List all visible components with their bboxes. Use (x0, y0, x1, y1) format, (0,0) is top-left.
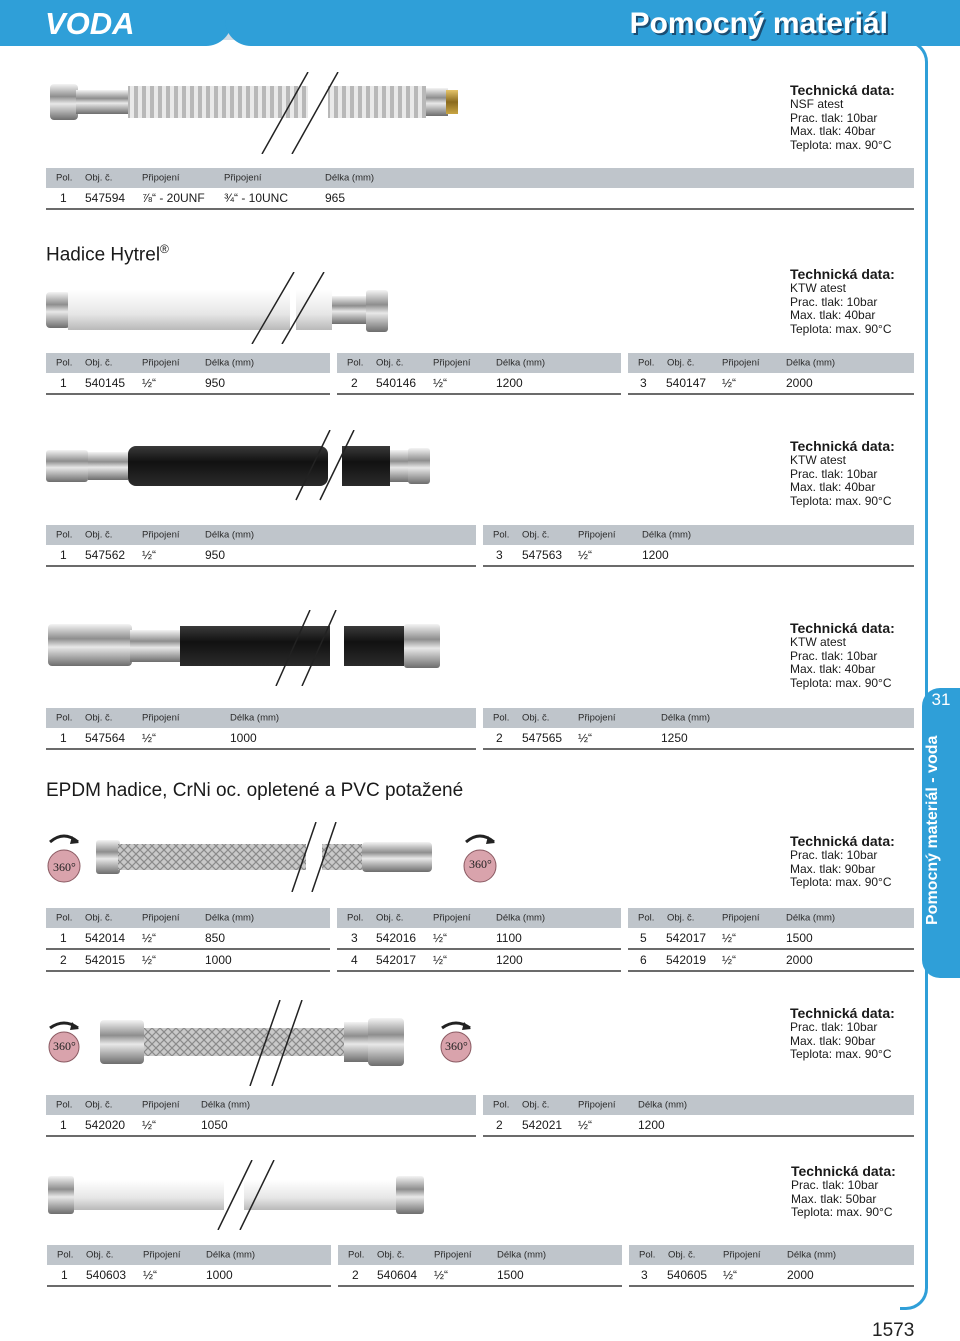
col-connection: Připojení (142, 172, 180, 184)
col-connection: Připojení (142, 357, 180, 369)
tech-line: KTW atest (790, 453, 847, 467)
cell-connection: ½“ (722, 376, 737, 390)
col-length: Délka (mm) (786, 912, 836, 924)
tech-line: Teplota: max. 90°C (791, 1205, 893, 1220)
cell-connection: ½“ (142, 931, 157, 945)
cell-connection: ½“ (433, 953, 448, 967)
cell-connection: ½“ (578, 1118, 593, 1132)
tech-data-6 (790, 1005, 895, 1062)
col-length: Délka (mm) (787, 1249, 837, 1261)
col-pos: Pol. (347, 912, 364, 924)
table-row (46, 928, 330, 950)
registered-mark: ® (160, 242, 169, 256)
cell-length: 1000 (206, 1268, 233, 1282)
tech-line: KTW atest (790, 635, 847, 649)
col-order: Obj. č. (376, 357, 404, 369)
col-order: Obj. č. (667, 912, 695, 924)
cell-pos: 1 (60, 191, 67, 205)
cell-length: 965 (325, 191, 346, 205)
tech-line: Teplota: max. 90°C (790, 1047, 892, 1062)
table-row (46, 373, 330, 395)
cell-pos: 2 (352, 1268, 359, 1282)
product-image-black-hose-chrome (48, 610, 444, 686)
tech-line: Teplota: max. 90°C (790, 875, 892, 890)
table-row (338, 1265, 622, 1287)
tech-title: Technická data: (790, 82, 895, 98)
col-connection: Připojení (578, 1099, 616, 1111)
spec-table (46, 908, 330, 972)
tech-line: Max. tlak: 40bar (790, 124, 876, 139)
tech-data-1 (790, 82, 895, 152)
col-pos: Pol. (57, 1249, 74, 1261)
col-pos: Pol. (493, 712, 510, 724)
title-tab (225, 0, 960, 46)
section-title-text: Hadice Hytrel (46, 244, 161, 266)
cell-order: 542021 (522, 1118, 563, 1132)
tech-data-7 (791, 1163, 896, 1220)
col-length: Délka (mm) (661, 712, 711, 724)
spec-table (46, 353, 330, 395)
table-header (47, 1245, 331, 1265)
col-connection: Připojení (142, 712, 180, 724)
tech-line: Max. tlak: 40bar (790, 662, 876, 677)
cell-length: 2000 (787, 1268, 814, 1282)
col-pos: Pol. (56, 912, 73, 924)
cell-order: 542016 (376, 931, 417, 945)
tech-title: Technická data: (790, 438, 895, 454)
cell-order: 540145 (85, 376, 126, 390)
cell-order: 542019 (666, 953, 707, 967)
table-header (46, 908, 330, 928)
cell-order: 547564 (85, 731, 126, 745)
table-row (47, 1265, 331, 1287)
col-pos: Pol. (347, 357, 364, 369)
col-connection: Připojení (578, 529, 616, 541)
cell-pos: 6 (640, 953, 647, 967)
product-image-braided-hose-fittings (100, 1000, 410, 1086)
cell-order: 542015 (85, 953, 126, 967)
cell-order: 542017 (376, 953, 417, 967)
tech-line: NSF atest (790, 97, 844, 111)
cell-length: 1200 (642, 548, 669, 562)
cell-order: 542020 (85, 1118, 126, 1132)
side-label: Pomocný materiál - voda (924, 735, 941, 925)
cell-connection: ½“ (722, 931, 737, 945)
spec-table (483, 525, 914, 567)
table-row (46, 1115, 476, 1137)
table-row (628, 950, 914, 972)
table-row (628, 928, 914, 950)
cell-pos: 2 (496, 1118, 503, 1132)
cell-pos: 1 (61, 1268, 68, 1282)
cell-connection: ½“ (723, 1268, 738, 1282)
col-connection: Připojení (578, 712, 616, 724)
rotation-label: 360° (445, 1039, 468, 1053)
page-title: Pomocný materiál (629, 7, 888, 40)
cell-length: 1000 (230, 731, 257, 745)
tech-line: Max. tlak: 90bar (790, 861, 876, 876)
col-pos: Pol. (56, 172, 73, 184)
spec-table (46, 708, 476, 750)
spec-table (337, 353, 621, 395)
tech-line: KTW atest (790, 281, 847, 295)
cell-length: 1500 (497, 1268, 524, 1282)
page-number: 1573 (872, 1320, 915, 1341)
cell-length: 1200 (496, 953, 523, 967)
tech-line: Prac. tlak: 10bar (790, 848, 878, 862)
cell-length: 1100 (496, 931, 522, 945)
spec-table (46, 168, 914, 210)
spec-table (483, 708, 914, 750)
spec-table (628, 353, 914, 395)
col-order: Obj. č. (85, 529, 113, 541)
cell-order: 540604 (377, 1268, 418, 1282)
cell-length: 2000 (786, 953, 813, 967)
product-image-braided-hose (96, 822, 440, 892)
spec-table (46, 525, 476, 567)
cell-connection: ½“ (434, 1268, 449, 1282)
product-image-coil-hose (50, 72, 470, 154)
product-image-white-hose (46, 272, 396, 344)
col-order: Obj. č. (85, 357, 113, 369)
col-connection: Připojení (722, 357, 760, 369)
col-length: Délka (mm) (201, 1099, 251, 1111)
col-connection: Připojení (142, 912, 180, 924)
col-connection: Připojení (143, 1249, 181, 1261)
tech-title: Technická data: (790, 620, 895, 636)
col-pos: Pol. (56, 712, 73, 724)
col-length: Délka (mm) (205, 357, 255, 369)
col-pos: Pol. (638, 912, 655, 924)
cell-connection: ½“ (433, 376, 448, 390)
cell-connection: ½“ (578, 548, 593, 562)
cell-order: 547565 (522, 731, 563, 745)
cell-connection: ½“ (143, 1268, 158, 1282)
cell-pos: 1 (60, 931, 67, 945)
table-header (628, 908, 914, 928)
table-row (46, 950, 330, 972)
col-pos: Pol. (639, 1249, 656, 1261)
tech-line: Max. tlak: 50bar (791, 1191, 877, 1206)
col-connection: Připojení (433, 912, 471, 924)
cell-order: 547562 (85, 548, 126, 562)
cell-pos: 3 (641, 1268, 648, 1282)
cell-pos: 4 (351, 953, 358, 967)
tech-data-5 (790, 833, 895, 890)
cell-pos: 2 (496, 731, 503, 745)
tech-line: Prac. tlak: 10bar (790, 294, 878, 309)
table-row (483, 1115, 914, 1137)
table-header (483, 1095, 914, 1115)
table-header (46, 708, 476, 728)
col-order: Obj. č. (522, 1099, 550, 1111)
spec-table (338, 1245, 622, 1287)
cell-connection-2: ¾“ - 10UNC (224, 191, 289, 205)
col-length: Délka (mm) (205, 529, 255, 541)
cell-pos: 3 (496, 548, 503, 562)
col-pos: Pol. (493, 529, 510, 541)
table-row (46, 728, 476, 750)
col-connection: Připojení (433, 357, 471, 369)
spec-table (46, 1095, 476, 1137)
table-header (46, 525, 476, 545)
col-order: Obj. č. (86, 1249, 114, 1261)
tech-line: Teplota: max. 90°C (790, 321, 892, 336)
tech-line: Prac. tlak: 10bar (790, 1020, 878, 1034)
tech-line: Teplota: max. 90°C (790, 493, 892, 508)
cell-connection: ½“ (578, 731, 593, 745)
rotation-label: 360° (53, 860, 76, 874)
spec-table (337, 908, 621, 972)
col-pos: Pol. (493, 1099, 510, 1111)
tech-line: Prac. tlak: 10bar (790, 110, 878, 125)
tech-line: Teplota: max. 90°C (790, 675, 892, 690)
cell-length: 1250 (661, 731, 688, 745)
tech-line: Max. tlak: 40bar (790, 308, 876, 323)
section-title-hytrel (46, 242, 169, 266)
cell-pos: 3 (351, 931, 358, 945)
table-header (337, 353, 621, 373)
cell-order: 547594 (85, 191, 126, 205)
tech-title: Technická data: (790, 266, 895, 282)
cell-length: 1000 (205, 953, 232, 967)
cell-connection: ½“ (142, 1118, 157, 1132)
cell-order: 540603 (86, 1268, 127, 1282)
col-pos: Pol. (56, 529, 73, 541)
table-row (337, 928, 621, 950)
cell-length: 1050 (201, 1118, 228, 1132)
table-header (338, 1245, 622, 1265)
col-connection-2: Připojení (224, 172, 262, 184)
tech-line: Max. tlak: 40bar (790, 480, 876, 495)
cell-length: 1500 (786, 931, 813, 945)
rotation-label: 360° (53, 1039, 76, 1053)
cell-order: 540147 (666, 376, 707, 390)
col-order: Obj. č. (522, 712, 550, 724)
cell-pos: 2 (60, 953, 67, 967)
cell-order: 542017 (666, 931, 707, 945)
table-header (628, 353, 914, 373)
rotation-360-icon (46, 830, 82, 884)
table-row (337, 950, 621, 972)
cell-length: 1200 (496, 376, 523, 390)
cell-connection: ½“ (142, 953, 157, 967)
table-row (629, 1265, 914, 1287)
col-pos: Pol. (638, 357, 655, 369)
col-connection: Připojení (142, 1099, 180, 1111)
category-title: VODA (45, 6, 135, 41)
col-order: Obj. č. (85, 712, 113, 724)
cell-length: 950 (205, 376, 226, 390)
col-order: Obj. č. (85, 912, 113, 924)
table-header (483, 525, 914, 545)
col-order: Obj. č. (522, 529, 550, 541)
col-length: Délka (mm) (325, 172, 375, 184)
tech-title: Technická data: (790, 833, 895, 849)
table-row (337, 373, 621, 395)
cell-order: 547563 (522, 548, 563, 562)
cell-length: 1200 (638, 1118, 665, 1132)
table-row (483, 545, 914, 567)
table-header (629, 1245, 914, 1265)
tech-line: Prac. tlak: 10bar (791, 1178, 879, 1192)
table-header (46, 353, 330, 373)
col-length: Délka (mm) (497, 1249, 547, 1261)
spec-table (629, 1245, 914, 1287)
cell-pos: 1 (60, 376, 67, 390)
col-order: Obj. č. (376, 912, 404, 924)
cell-pos: 2 (351, 376, 358, 390)
cell-length: 2000 (786, 376, 813, 390)
table-row (628, 373, 914, 395)
cell-connection: ½“ (433, 931, 448, 945)
spec-table (483, 1095, 914, 1137)
col-length: Délka (mm) (496, 357, 546, 369)
col-order: Obj. č. (85, 172, 113, 184)
cell-order: 542014 (85, 931, 126, 945)
cell-order: 540146 (376, 376, 417, 390)
col-order: Obj. č. (377, 1249, 405, 1261)
cell-order: 540605 (667, 1268, 708, 1282)
col-order: Obj. č. (85, 1099, 113, 1111)
col-pos: Pol. (56, 357, 73, 369)
tech-line: Prac. tlak: 10bar (790, 648, 878, 663)
cell-connection: ½“ (142, 731, 157, 745)
rotation-label: 360° (469, 857, 492, 871)
spec-table (47, 1245, 331, 1287)
tech-data-4 (790, 620, 895, 690)
col-length: Délka (mm) (638, 1099, 688, 1111)
tech-data-2 (790, 266, 895, 336)
tech-title: Technická data: (790, 1005, 895, 1021)
col-pos: Pol. (348, 1249, 365, 1261)
col-length: Délka (mm) (205, 912, 255, 924)
product-image-black-hose (46, 430, 436, 502)
cell-length: 950 (205, 548, 226, 562)
table-header (337, 908, 621, 928)
table-header (46, 1095, 476, 1115)
cell-length: 850 (205, 931, 226, 945)
spec-table (628, 908, 914, 972)
cell-pos: 1 (60, 1118, 67, 1132)
col-connection: Připojení (723, 1249, 761, 1261)
col-order: Obj. č. (667, 357, 695, 369)
tech-data-3 (790, 438, 895, 508)
cell-pos: 5 (640, 931, 647, 945)
col-length: Délka (mm) (230, 712, 280, 724)
tech-title: Technická data: (791, 1163, 896, 1179)
col-length: Délka (mm) (642, 529, 692, 541)
category-tab (0, 0, 232, 46)
table-row (46, 188, 914, 210)
col-connection: Připojení (434, 1249, 472, 1261)
cell-connection: ½“ (722, 953, 737, 967)
cell-connection: ½“ (142, 548, 157, 562)
col-connection: Připojení (722, 912, 760, 924)
table-header (483, 708, 914, 728)
col-length: Délka (mm) (206, 1249, 256, 1261)
table-row (483, 728, 914, 750)
section-title-epdm: EPDM hadice, CrNi oc. opletené a PVC potažené (46, 780, 464, 801)
col-connection: Připojení (142, 529, 180, 541)
table-row (46, 545, 476, 567)
cell-pos: 1 (60, 548, 67, 562)
col-order: Obj. č. (668, 1249, 696, 1261)
chapter-number: 31 (931, 690, 951, 709)
col-length: Délka (mm) (786, 357, 836, 369)
cell-pos: 3 (640, 376, 647, 390)
cell-pos: 1 (60, 731, 67, 745)
cell-connection: ⅞“ - 20UNF (142, 191, 205, 205)
col-length: Délka (mm) (496, 912, 546, 924)
col-pos: Pol. (56, 1099, 73, 1111)
tech-line: Teplota: max. 90°C (790, 137, 892, 152)
product-image-white-pvc-hose (48, 1160, 428, 1230)
cell-connection: ½“ (142, 376, 157, 390)
tech-line: Max. tlak: 90bar (790, 1033, 876, 1048)
tech-line: Prac. tlak: 10bar (790, 466, 878, 481)
table-header (46, 168, 914, 188)
